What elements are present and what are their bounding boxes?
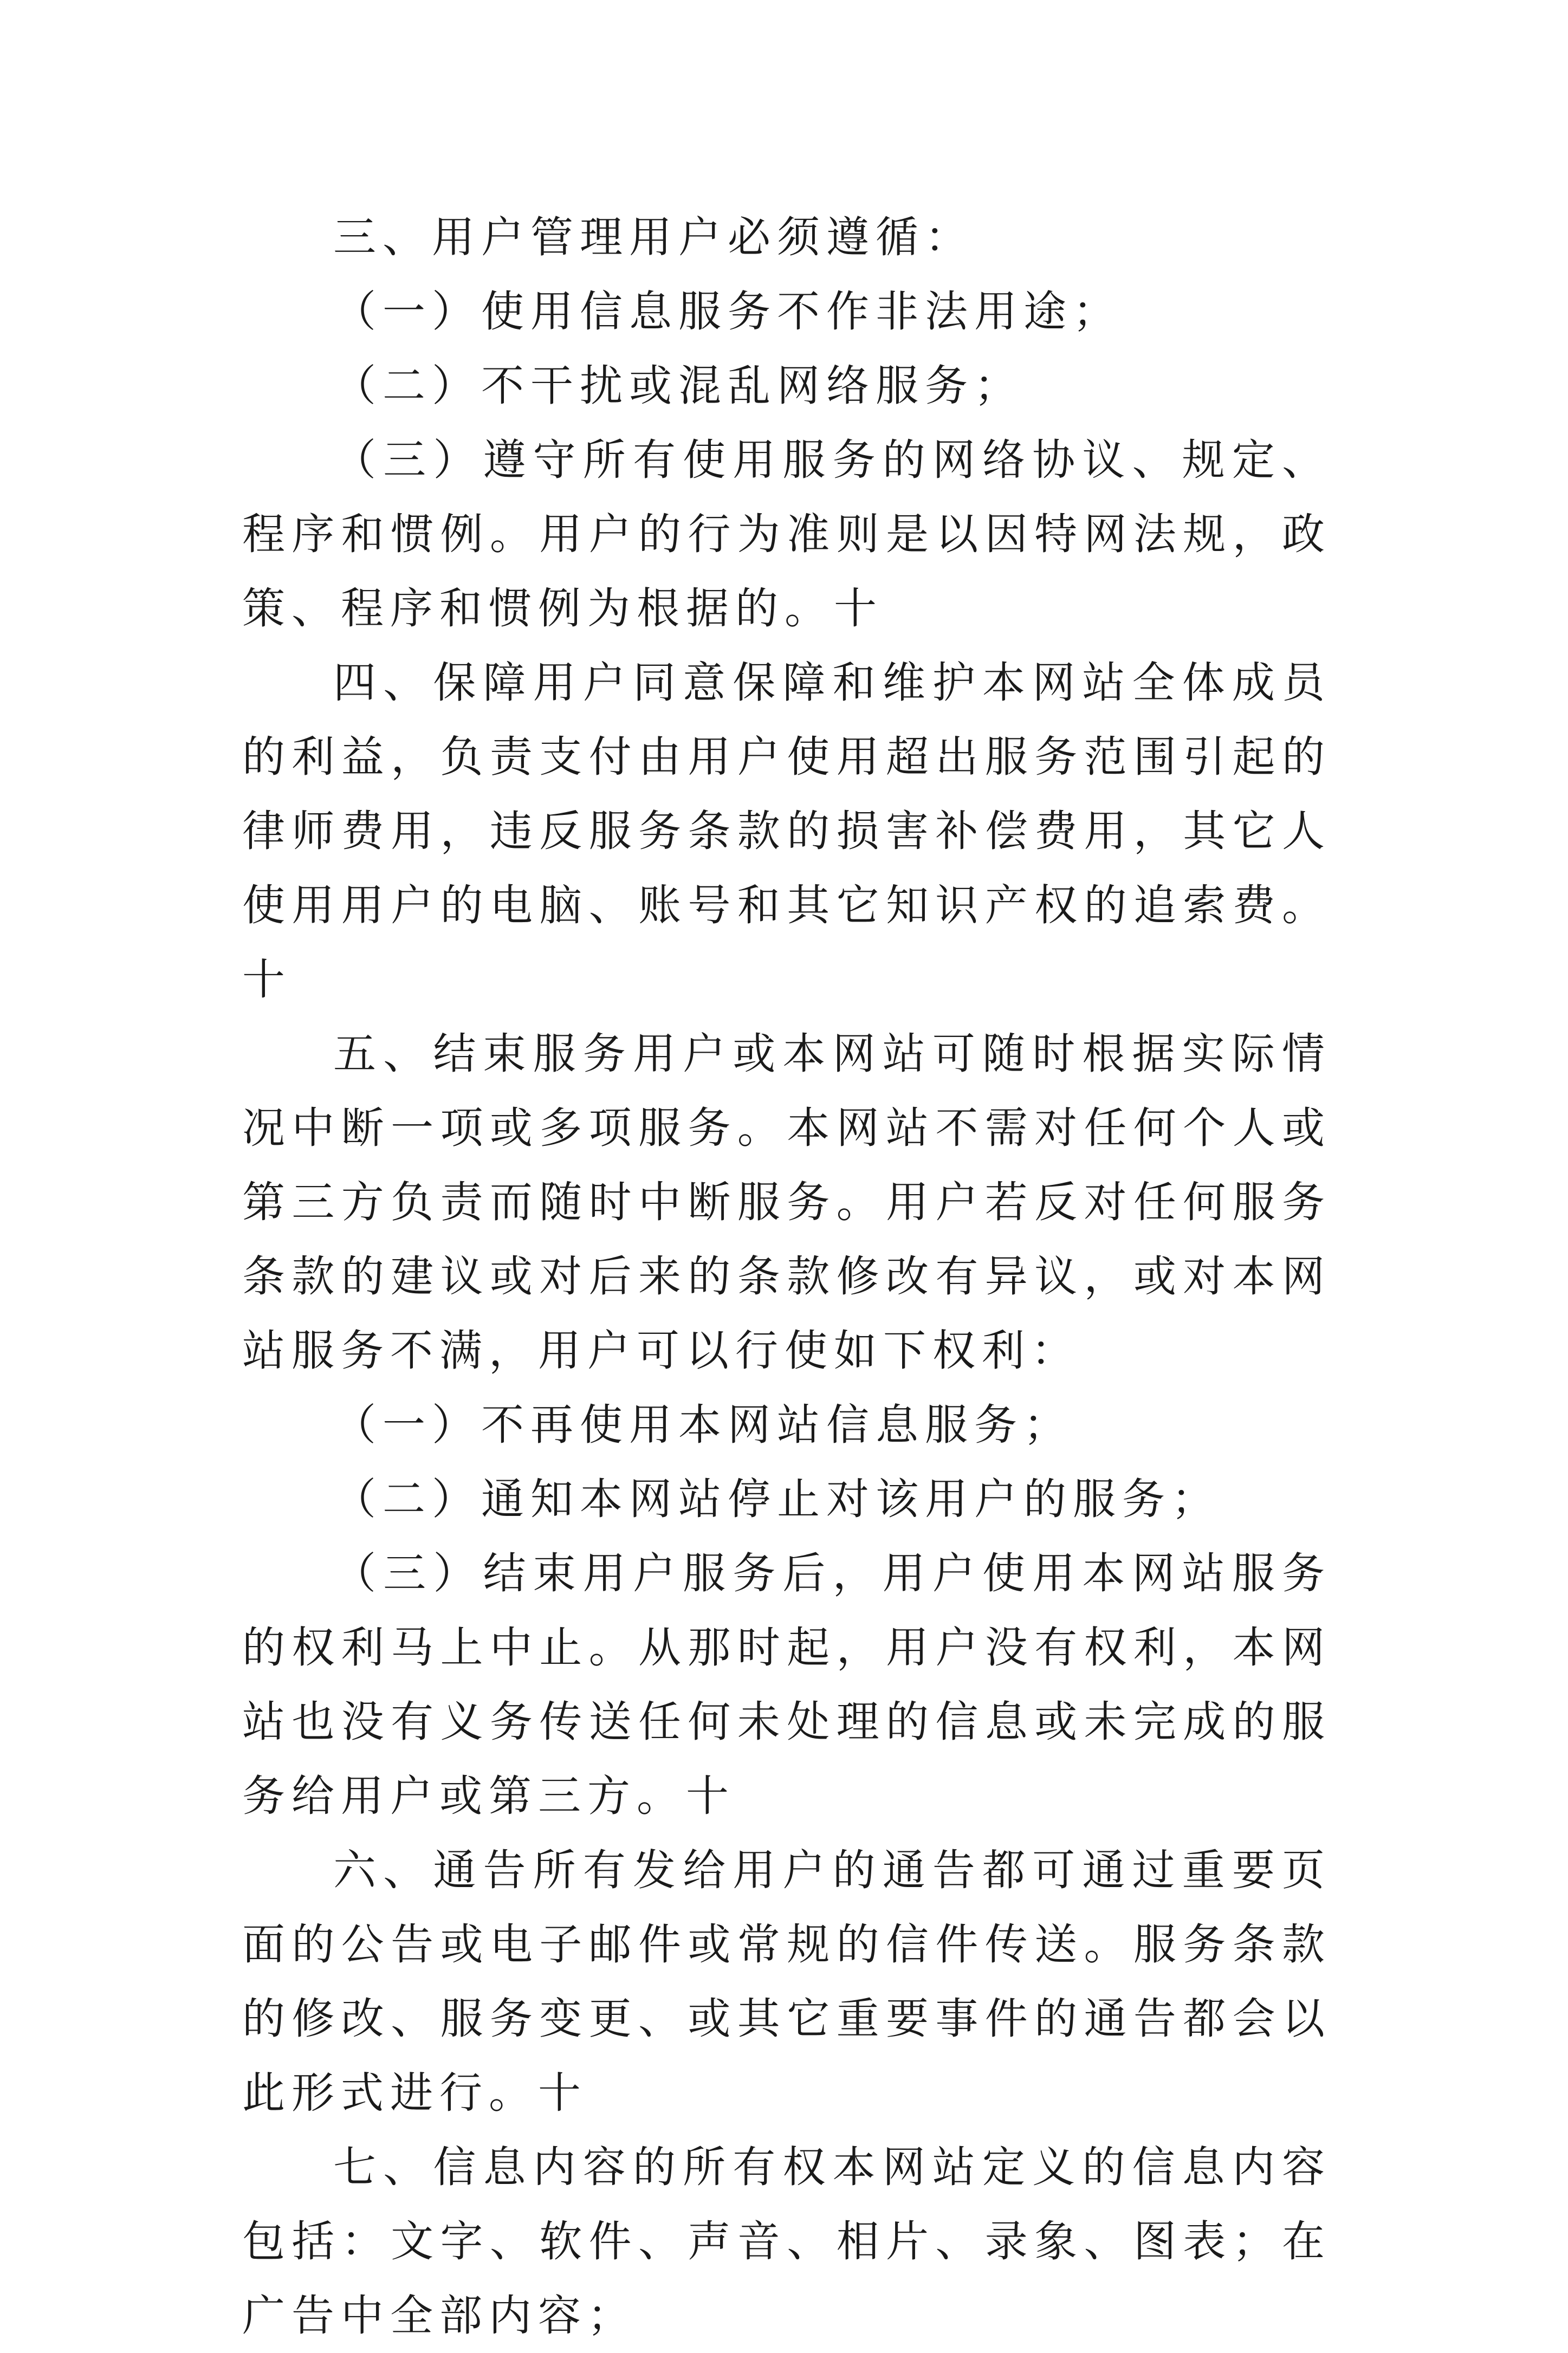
section-7-paragraph: 七、信息内容的所有权本网站定义的信息内容包括：文字、软件、声音、相片、录象、图表；在广告中全部内容； bbox=[242, 2142, 1331, 2341]
section-3-item-1: （一）使用信息服务不作非法用途； bbox=[333, 287, 1122, 336]
section-5-paragraph: 五、结束服务用户或本网站可随时根据实际情况中断一项或多项服务。本网站不需对任何个人或第三方负责而随时中断服务。用户若反对任何服务条款的建议或对后来的条款修改有异议，或对本网站服务不满，用户可以行使如下权利： bbox=[242, 1029, 1331, 1376]
section-5-item-1: （一）不再使用本网站信息服务； bbox=[333, 1400, 1073, 1450]
document-body bbox=[242, 200, 1331, 2353]
section-3-item-3: （三）遵守所有使用服务的网络协议、规定、程序和惯例。用户的行为准则是以因特网法规，政策、程序和惯例为根据的。十 bbox=[242, 435, 1331, 633]
section-6-paragraph: 六、通告所有发给用户的通告都可通过重要页面的公告或电子邮件或常规的信件传送。服务条款的修改、服务变更、或其它重要事件的通告都会以此形式进行。十 bbox=[242, 1845, 1331, 2118]
section-3-item-2: （二）不干扰或混乱网络服务； bbox=[333, 361, 1023, 411]
section-3-heading: 三、用户管理用户必须遵循： bbox=[333, 212, 974, 262]
section-5-item-2: （二）通知本网站停止对该用户的服务； bbox=[333, 1474, 1221, 1524]
section-5-item-3: （三）结束用户服务后，用户使用本网站服务的权利马上中止。从那时起，用户没有权利，本网站也没有义务传送任何未处理的信息或未完成的服务给用户或第三方。十 bbox=[242, 1548, 1331, 1821]
section-4-paragraph: 四、保障用户同意保障和维护本网站全体成员的利益，负责支付由用户使用超出服务范围引起的律师费用，违反服务条款的损害补偿费用，其它人使用用户的电脑、账号和其它知识产权的追索费。十 bbox=[242, 658, 1331, 1004]
